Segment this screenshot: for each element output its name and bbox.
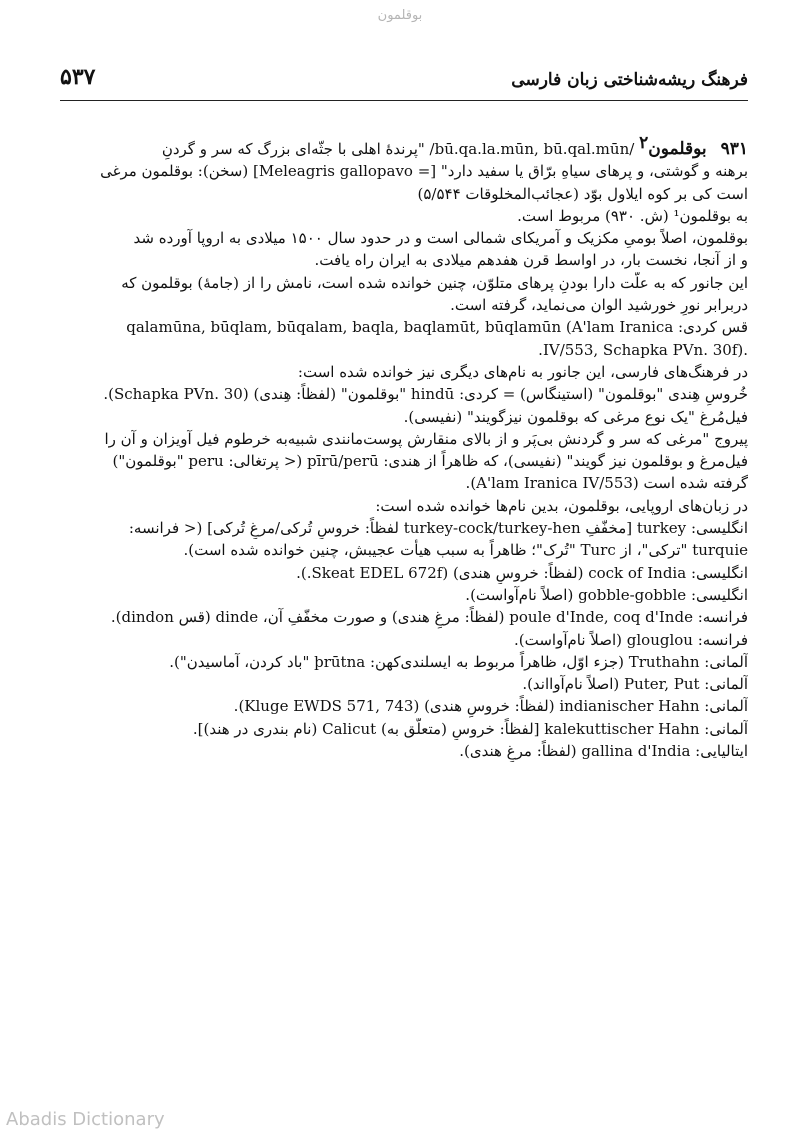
text-line: و از آنجا، نخست بار، در اواسط قرن هفدهم میلادی به ایران راه یافت.: [314, 251, 748, 270]
entry-body: [60, 132, 748, 762]
text-line: در زبان‌های اروپایی، بوقلمون، بدین نام‌ها خوانده شده است:: [375, 496, 748, 515]
text-line: فیل‌مُرغ "یک نوع مرغی که بوقلمون نیزگویند" (نفیسی).: [403, 407, 748, 426]
text-line: بوقلمون، اصلاً بومیِ مکزیک و آمریکای شمالی است و در حدود سال ۱۵۰۰ میلادی به اروپا آورده شد: [133, 229, 748, 248]
text-line: خُروسِ هِندی "بوقلمون" (استینگاس) = کردی: hindū "بوقلمون" (لفظاً: هِندی) (Schapka PVn. 30).: [103, 385, 748, 404]
text-line: برهنه و گوشتی، و پرهای سیاهِ برّاق یا سفید دارد" [= Meleagris gallopavo] (سخن): بوقلمون مرغی: [100, 162, 748, 181]
text-line: آلمانی: Truthahn (جزء اوّل، ظاهراً مربوط به ایسلندی‌کهن: þrūtna "باد کردن، آماسیدن").: [169, 652, 748, 671]
text-line: انگلیسی: gobble-gobble (اصلاً نام‌آواست).: [465, 585, 748, 604]
text-line: فیل‌مرغ و بوقلمون نیز گویند" (نفیسی)، که ظاهراً از هندی: pīrū/perū (< پرتغالی: peru "بوقلمون"): [112, 452, 748, 471]
entry-number: ۹۳۱: [720, 139, 748, 159]
text-line: قس کردی: qalamūna, būqlam, būqalam, baqla, baqlamūt, būqlamūn (A'lam Iranica: [126, 318, 748, 337]
text-line: فرانسه: poule d'Inde, coq d'Inde (لفظاً: مرغِ هندی) و صورت مخفّفِ آن، dinde (قس dindon).: [110, 608, 748, 627]
text-line: گرفته شده است (A'lam Iranica IV/553).: [465, 474, 748, 493]
text-line: انگلیسی: turkey [مخفّفِ turkey-cock/turkey-hen لفظاً: خروسِ تُرکی/مرغِ تُرکی] (< فرانسه:: [128, 519, 748, 538]
entry-headword: بوقلمون: [648, 139, 707, 159]
text-line: فرانسه: glouglou (اصلاً نام‌آواست).: [513, 630, 748, 649]
text-line: انگلیسی: cock of India (لفظاً: خروسِ هندی) (Skeat EDEL 672f.).: [296, 563, 748, 582]
text-line: آلمانی: Puter, Put (اصلاً نام‌آوااند).: [522, 675, 748, 694]
page-number: ۵۳۷: [60, 64, 96, 90]
text-line: در فرهنگ‌های فارسی، این جانور به نام‌های دیگری نیز خوانده شده است:: [297, 362, 748, 381]
text-line: پیروج "مرغی که سر و گردنش بی‌پَر و از بالای منقارش پوست‌مانندی شبیه‌به خرطوم فیل آویزان و آن را: [104, 429, 748, 448]
text-line: /bū.qa.la.mūn, bū.qal.mūn/ "پرندهٔ اهلی با جثّه‌ای بزرگ که سر و گردنِ: [161, 140, 635, 158]
watermark: Abadis Dictionary: [6, 1109, 165, 1130]
text-line: آلمانی: kalekuttischer Hahn [لفظاً: خروسِ (متعلّق به) Calicut (نام بندری در هند)].: [192, 719, 748, 738]
book-title: فرهنگ ریشه‌شناختی زبان فارسی: [511, 70, 748, 90]
page-header: [60, 62, 748, 96]
text-line: آلمانی: indianischer Hahn (لفظاً: خروسِ هندی) (Kluge EWDS 571, 743).: [233, 697, 748, 716]
text-line: این جانور که به علّت دارا بودنِ پرهای متلوّن، چنین خوانده شده است، نامش را از (جامهٔ) بوقلمون که: [121, 273, 748, 292]
header-rule: [60, 100, 748, 101]
text-line: turquie "ترکی"، از Turc "تُرک"؛ ظاهراً به سبب هیأت عجیبش، چنین خوانده شده است).: [183, 541, 748, 560]
entry-superscript: ۲: [639, 133, 649, 153]
entry-line: [60, 132, 748, 160]
text-line: ایتالیایی: gallina d'India (لفظاً: مرغِ هندی).: [459, 742, 748, 761]
text-line: دربرابر نورِ خورشید الوان می‌نماید، گرفته است.: [450, 296, 748, 315]
text-line: است کی بر کوه ایلاول بوّد (عجائب‌المخلوقات ۵/۵۴۴): [417, 184, 748, 203]
top-label: بوقلمون: [377, 8, 423, 23]
text-line: .(IV/553, Schapka PVn. 30f.: [538, 340, 748, 359]
text-line: به بوقلمون¹ (ش. ۹۳۰) مربوط است.: [517, 206, 748, 225]
